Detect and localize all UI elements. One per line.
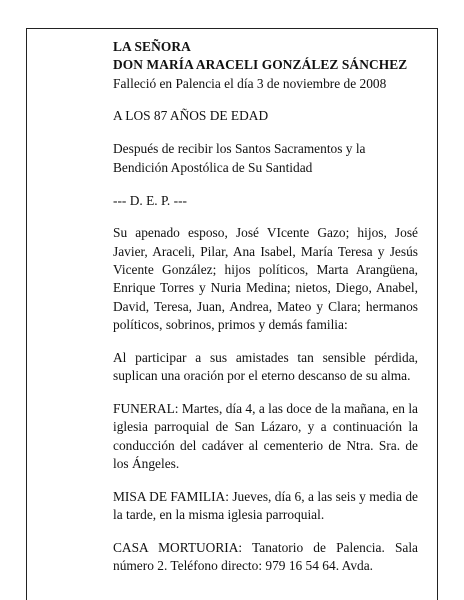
request-paragraph: Al participar a sus amistades tan sensible pérdida, suplican una oración por el eterno descanso de su alma.: [113, 349, 418, 384]
family-mass-paragraph: MISA DE FAMILIA: Jueves, día 6, a las seis y media de la tarde, en la misma iglesia parroquial.: [113, 488, 418, 523]
title-line-1: LA SEÑORA: [113, 39, 191, 54]
death-line: Falleció en Palencia el día 3 de noviembre de 2008: [113, 75, 387, 91]
dep-line: --- D. E. P. ---: [113, 192, 188, 208]
obituary-notice: [113, 38, 418, 590]
notice-heading: [113, 38, 418, 75]
age-line: A LOS 87 AÑOS DE EDAD: [113, 108, 269, 124]
funeral-paragraph: FUNERAL: Martes, día 4, a las doce de la mañana, en la iglesia parroquial de San Lázaro, y a continuación la conducción del cadáver al cementerio de Ntra. Sra. de los Ángeles.: [113, 401, 418, 471]
mortuary-paragraph: CASA MORTUORIA: Tanatorio de Palencia. Sala número 2. Teléfono directo: 979 16 54 64. Avda.: [113, 539, 418, 574]
sacraments-paragraph: Después de recibir los Santos Sacramentos y la Bendición Apostólica de Su Santidad: [113, 141, 366, 175]
family-paragraph: Su apenado esposo, José VIcente Gazo; hijos, José Javier, Araceli, Pilar, Ana Isabel, María Teresa y Jesús Vicente González; hijos políticos, Marta Arangüena, Enrique Torres y Nuria Medina; nietos, Diego, Anabel, David, Teresa, Juan, Andrea, Mateo y Clara; hermanos políticos, sobrinos, primos y demás familia:: [113, 225, 418, 332]
deceased-name: DON MARÍA ARACELI GONZÁLEZ SÁNCHEZ: [113, 57, 408, 73]
